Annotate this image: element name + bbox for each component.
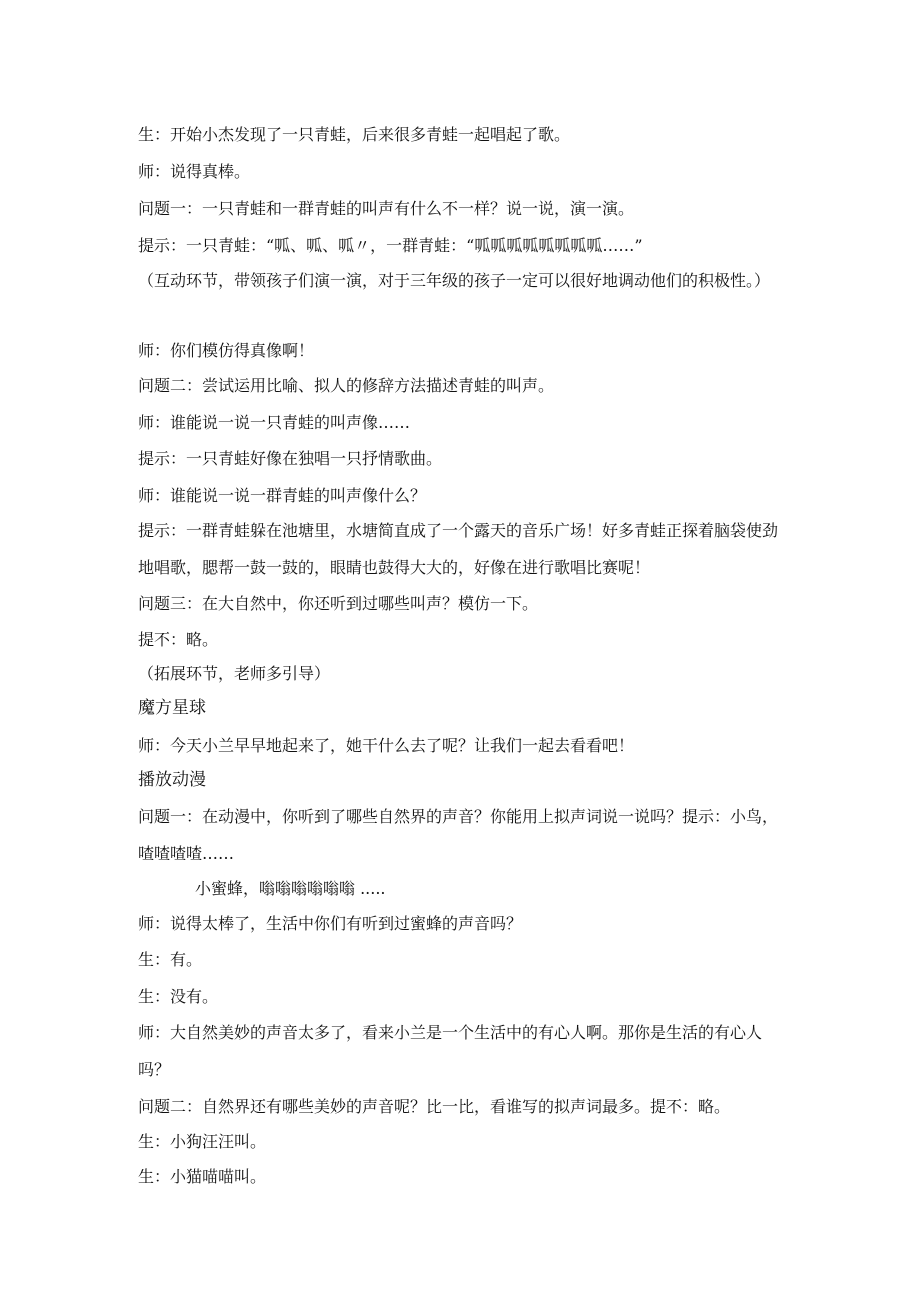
section-heading-mofang-xingqiu: 魔方星球 [138,698,206,718]
paragraph-12: 问题三：在大自然中，你还听到过哪些叫声？模仿一下。 [138,594,539,613]
paragraph-11: 提示：一群青蛙躲在池塘里，水塘简直成了一个露天的音乐广场！好多青蛙正探着脑袋使劲地唱歌，腮帮一鼓一鼓的，眼睛也鼓得大大的，好像在进行歌唱比赛呢！ [138,521,779,577]
paragraph-6: 师：你们模仿得真像啊！ [138,341,315,360]
paragraph-15: 师：今天小兰早早地起来了，她干什么去了呢？让我们一起去看看吧！ [138,736,635,755]
paragraph-22: 问题二：自然界还有哪些美妙的声音呢？比一比，看谁写的拟声词最多。提不：略。 [138,1097,731,1116]
paragraph-9: 提示：一只青蛙好像在独唱一只抒情歌曲。 [138,449,443,468]
paragraph-24: 生：小猫喵喵叫。 [138,1167,267,1186]
paragraph-5: （互动环节，带领孩子们演一演，对于三年级的孩子一定可以很好地调动他们的积极性。） [138,271,771,290]
paragraph-4: 提示：一只青蛙：“呱、呱、呱〃，一群青蛙：“呱呱呱呱呱呱呱呱……” [138,236,643,255]
paragraph-19: 生：有。 [138,950,203,969]
paragraph-7: 问题二：尝试运用比喻、拟人的修辞方法描述青蛙的叫声。 [138,376,555,395]
paragraph-13: 提不：略。 [138,630,219,649]
paragraph-21: 师：大自然美妙的声音太多了，看来小兰是一个生活中的有心人啊。那你是生活的有心人吗？ [138,1023,763,1079]
paragraph-3: 问题一：一只青蛙和一群青蛙的叫声有什么不一样？说一说，演一演。 [138,199,635,218]
paragraph-17: 小蜜蜂，嗡嗡嗡嗡嗡嗡 ..... [195,879,386,898]
paragraph-20: 生：没有。 [138,987,219,1006]
paragraph-18: 师：说得太棒了，生活中你们有听到过蜜蜂的声音吗？ [138,914,523,933]
paragraph-23: 生：小狗汪汪叫。 [138,1132,267,1151]
paragraph-10: 师：谁能说一说一群青蛙的叫声像什么？ [138,486,427,505]
paragraph-2: 师：说得真棒。 [138,162,251,181]
paragraph-1: 生：开始小杰发现了一只青蛙，后来很多青蛙一起唱起了歌。 [138,125,571,144]
paragraph-14: （拓展环节，老师多引导） [138,664,331,683]
paragraph-16: 问题一：在动漫中，你听到了哪些自然界的声音？你能用上拟声词说一说吗？提示：小鸟，喳喳喳喳…… [138,807,779,863]
section-heading-play-animation: 播放动漫 [138,770,206,790]
paragraph-8: 师：谁能说一说一只青蛙的叫声像…… [138,413,411,432]
